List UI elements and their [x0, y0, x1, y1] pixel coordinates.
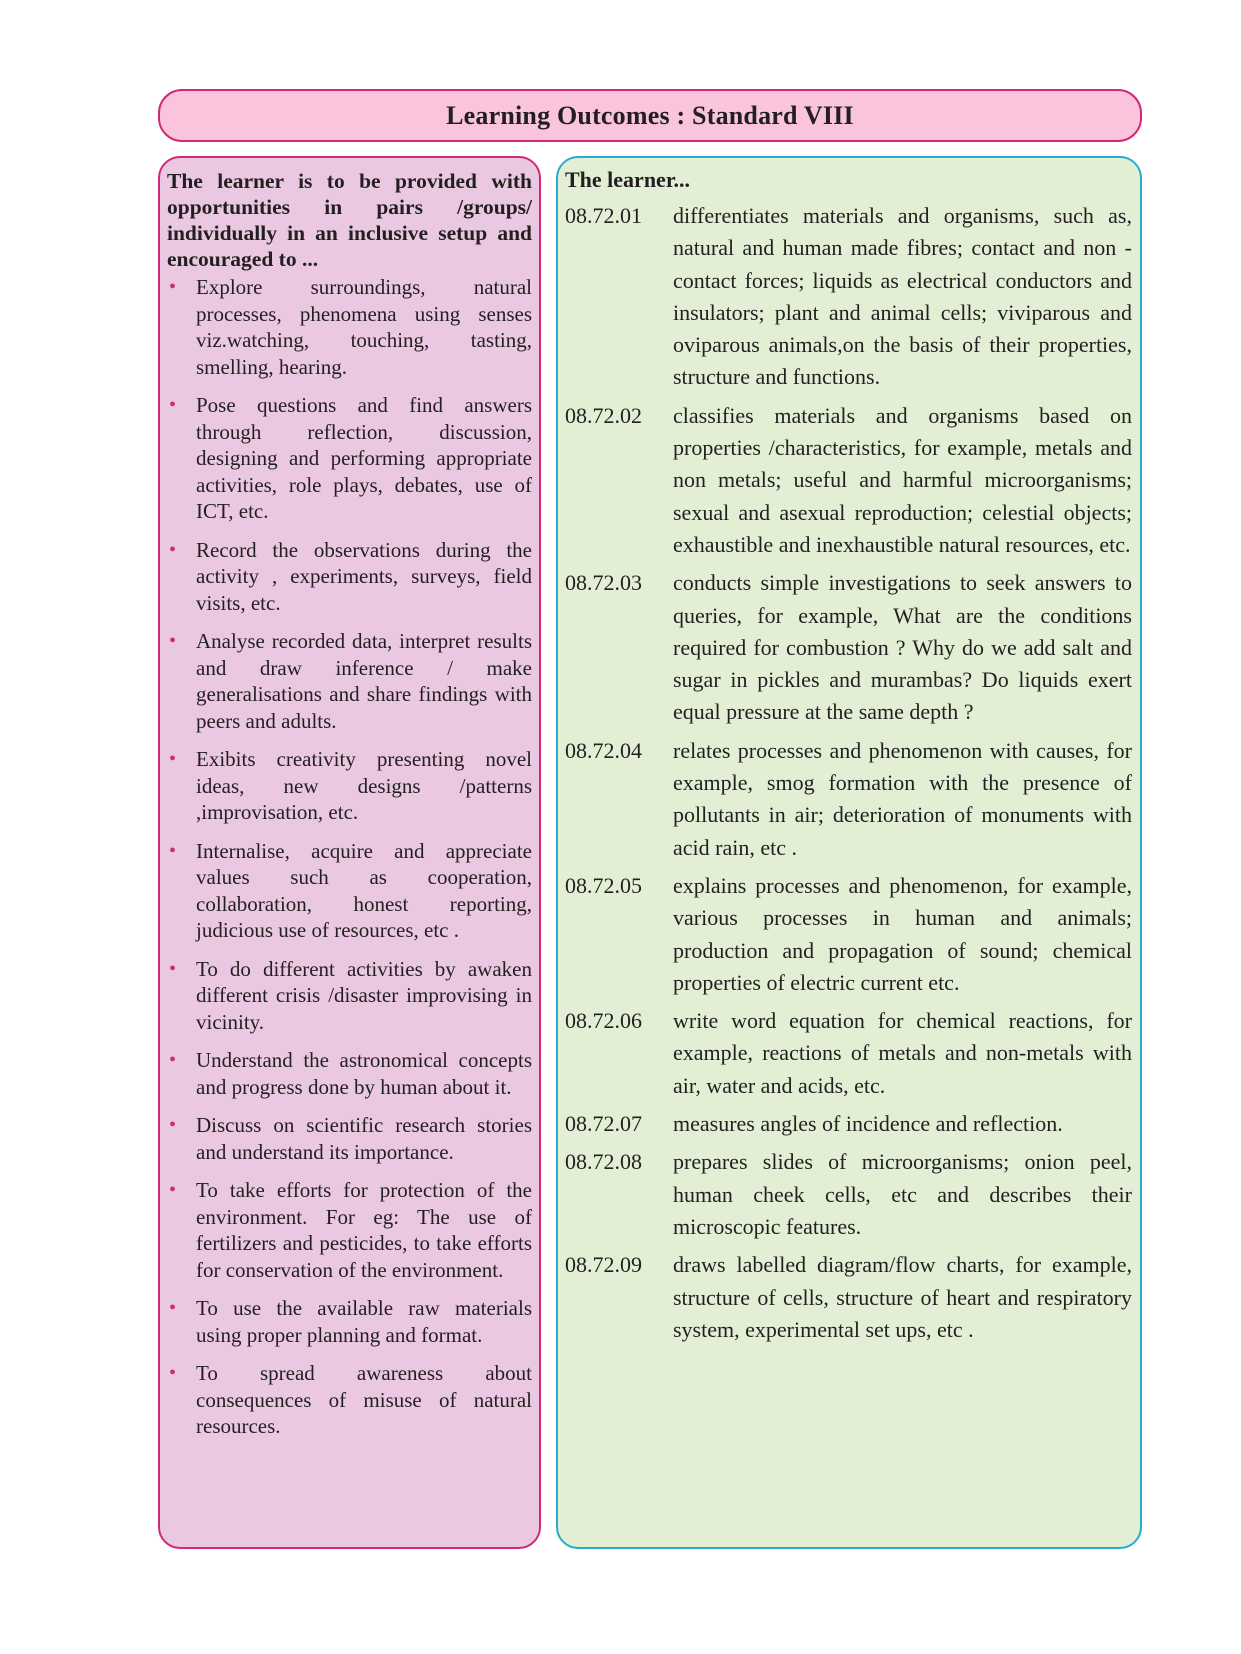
pedagogy-intro: The learner is to be provided with opportunities in pairs /groups/ individually in an inclusive setup and encouraged to ... — [167, 169, 532, 271]
bullet-icon: • — [169, 1297, 177, 1319]
outcome-text: differentiates materials and organisms, such as, natural and human made fibres; contact and non -contact forces; liquids as electrical conductors and insulators; plant and animal cells; viviparous and oviparous animals,on the basis of their properties, structure and functions. — [673, 203, 1132, 390]
pedagogy-item — [167, 1047, 532, 1100]
pedagogy-item-text: Exibits creativity presenting novel ideas, new designs /patterns ,improvisation, etc. — [196, 747, 532, 824]
outcome-row — [565, 735, 1132, 864]
bullet-icon: • — [169, 839, 177, 862]
outcome-text: write word equation for chemical reactions, for example, reactions of metals and non-metals with air, water and acids, etc. — [673, 1008, 1132, 1098]
outcome-row — [565, 870, 1132, 999]
outcome-text: measures angles of incidence and reflection. — [673, 1111, 1063, 1137]
pedagogy-item — [167, 628, 532, 734]
outcome-code: 08.72.08 — [565, 1149, 642, 1175]
pedagogy-item-text: Record the observations during the activity , experiments, surveys, field visits, etc. — [196, 537, 532, 615]
page-title: Learning Outcomes : Standard VIII — [446, 100, 854, 130]
pedagogy-item-text: Internalise, acquire and appreciate values such as cooperation, collaboration, honest reporting, judicious use of resources, etc . — [196, 838, 532, 942]
pedagogy-item-text: Pose questions and find answers through reflection, discussion, designing and performing appropriate activities, role plays, debates, use of ICT, etc. — [196, 393, 532, 523]
pedagogy-item — [167, 956, 532, 1036]
bullet-icon: • — [169, 276, 177, 298]
bullet-icon: • — [169, 957, 177, 980]
outcome-row — [565, 400, 1132, 561]
outcome-text: conducts simple investigations to seek answers to queries, for example, What are the conditions required for combustion ? Why do we add salt and sugar in pickles and murambas? Do liquids exert equal pressure at the same depth ? — [673, 570, 1132, 725]
outcome-code: 08.72.04 — [565, 737, 642, 763]
outcome-text: classifies materials and organisms based on properties /characteristics, for example, metals and non metals; useful and harmful microorganisms; sexual and asexual reproduction; celestial objects; exhaustible and inexhaustible natural resources, etc. — [673, 402, 1132, 557]
pedagogy-item-text: To take efforts for protection of the environment. For eg: The use of fertilizers and pesticides, to take efforts for conservation of the environment. — [196, 1178, 532, 1282]
outcome-row — [565, 1005, 1132, 1102]
pedagogy-item — [167, 1295, 532, 1348]
bullet-icon: • — [169, 394, 177, 416]
pedagogy-item — [167, 392, 532, 525]
pedagogy-item-text: To use the available raw materials using proper planning and format. — [196, 1296, 532, 1347]
bullet-icon: • — [169, 1049, 177, 1071]
pedagogy-item-text: To spread awareness about consequences of misuse of natural resources. — [196, 1361, 532, 1438]
pedagogy-item-text: Analyse recorded data, interpret results and draw inference / make generalisations and share findings with peers and adults. — [196, 629, 532, 733]
outcome-code: 08.72.05 — [565, 872, 642, 898]
bullet-icon: • — [169, 630, 177, 652]
outcome-code: 08.72.01 — [565, 203, 642, 228]
outcome-code: 08.72.09 — [565, 1252, 642, 1278]
bullet-icon: • — [169, 1362, 177, 1384]
outcomes-heading: The learner... — [565, 167, 691, 192]
pedagogy-item-text: To do different activities by awaken different crisis /disaster improvising in vicinity. — [196, 956, 532, 1034]
outcome-row — [565, 200, 1132, 394]
outcome-row — [565, 567, 1132, 728]
pedagogy-list — [167, 274, 532, 1440]
outcome-row — [565, 1146, 1132, 1243]
bullet-icon: • — [169, 538, 177, 561]
title-banner — [158, 89, 1142, 142]
outcome-code: 08.72.06 — [565, 1008, 642, 1034]
bullet-icon: • — [169, 1179, 177, 1201]
pedagogy-item-text: Understand the astronomical concepts and progress done by human about it. — [196, 1048, 532, 1099]
outcome-code: 08.72.02 — [565, 402, 642, 428]
outcome-code: 08.72.03 — [565, 570, 642, 596]
outcome-text: relates processes and phenomenon with causes, for example, smog formation with the presence of pollutants in air; deterioration of monuments with acid rain, etc . — [673, 737, 1132, 860]
pedagogy-item — [167, 1360, 532, 1440]
pedagogy-item — [167, 838, 532, 944]
pedagogy-panel — [158, 156, 541, 1549]
pedagogy-item — [167, 1177, 532, 1283]
outcome-text: explains processes and phenomenon, for example, various processes in human and animals; production and propagation of sound; chemical properties of electric current etc. — [673, 872, 1132, 995]
outcome-code: 08.72.07 — [565, 1111, 642, 1137]
pedagogy-item — [167, 746, 532, 826]
outcomes-panel — [556, 156, 1142, 1549]
outcome-row — [565, 1108, 1132, 1140]
pedagogy-item — [167, 537, 532, 617]
pedagogy-item-text: Discuss on scientific research stories and understand its importance. — [196, 1113, 532, 1164]
bullet-icon: • — [169, 748, 177, 770]
outcome-text: draws labelled diagram/flow charts, for example, structure of cells, structure of heart and respiratory system, experimental set ups, etc . — [673, 1252, 1132, 1342]
outcome-text: prepares slides of microorganisms; onion peel, human cheek cells, etc and describes their microscopic features. — [673, 1149, 1132, 1239]
outcome-row — [565, 1249, 1132, 1346]
pedagogy-item — [167, 1112, 532, 1165]
pedagogy-item-text: Explore surroundings, natural processes, phenomena using senses viz.watching, touching, tasting, smelling, hearing. — [196, 275, 532, 379]
bullet-icon: • — [169, 1114, 177, 1136]
pedagogy-item — [167, 274, 532, 380]
